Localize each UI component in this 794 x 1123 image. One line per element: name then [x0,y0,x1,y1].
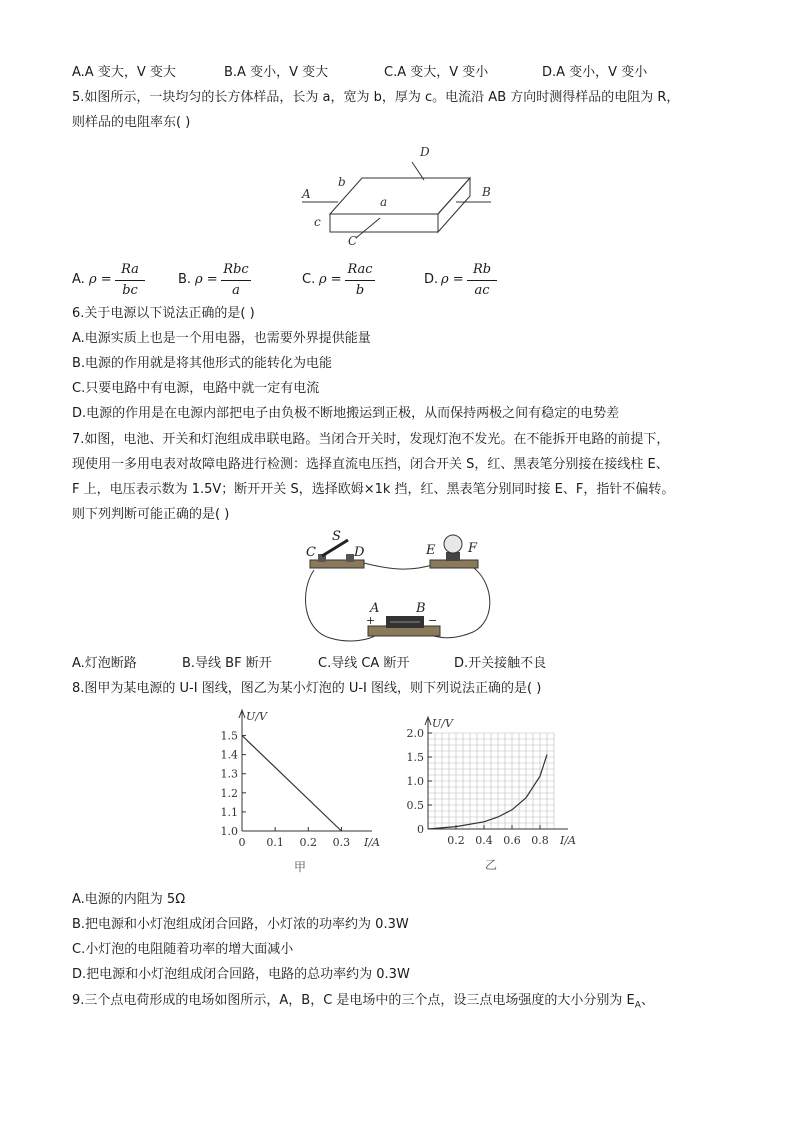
q8-stem: 8.图甲为某电源的 U-I 图线，图乙为某小灯泡的 U-I 图线，则下列说法正确的是( ) [72,681,542,696]
q4-option-a: A.A 变大，V 变大 [72,65,176,80]
x-tick-label: 0.2 [447,834,465,847]
label-C: C [348,234,358,248]
label-C: C [306,545,316,560]
q5-option-a-num: Ra [121,262,139,277]
x-tick-label: 0.6 [503,834,521,847]
cuboid-top-face [330,178,470,214]
q6-stem: 6.关于电源以下说法正确的是( ) [72,306,255,321]
label-B: B [482,185,491,199]
label-A: A [370,601,380,616]
y-axis-label: U/V [246,710,267,723]
q7-circuit-figure [300,530,498,652]
y-tick-label: 1.0 [220,825,238,838]
chart-yi [396,705,576,875]
q5-option-a-den: bc [122,283,138,298]
q7-option-b: B.导线 BF 断开 [182,656,272,671]
label-plus: + [366,614,376,627]
q9-stem-sub: A [634,1000,641,1011]
q5-option-d-label: D. [424,272,439,287]
q5-option-a-bar [115,280,145,281]
y-tick-label: 1.3 [220,767,238,781]
q5-option-b-bar [221,280,251,281]
q8-option-b: B.把电源和小灯泡组成闭合回路，小灯浓的功率约为 0.3W [72,917,409,932]
label-minus: − [428,614,438,627]
x-tick-label: 0.8 [531,834,549,847]
cuboid-side-face [438,178,470,232]
x-axis-label: I/A [560,834,576,847]
y-tick-label: 2.0 [406,727,424,740]
q9-stem [72,993,654,1014]
x-tick-label: 0.3 [332,836,351,849]
q5-option-c-num: Rac [347,262,373,277]
y-axis-label: U/V [432,717,453,730]
q5-option-a-label: A. [72,272,85,287]
q7-stem-line4: 则下列判断可能正确的是( ) [72,507,230,522]
q5-option-b-den: a [232,283,240,298]
q5-option-d [424,262,514,302]
q6-option-c: C.只要电路中有电源，电路中就一定有电流 [72,381,320,396]
y-tick-label: 1.5 [406,751,424,764]
lead-c [356,218,380,238]
q7-stem-line1: 7.如图，电池、开关和灯泡组成串联电路。当闭合开关时，发现灯泡不发光。在不能拆开电路的前提下， [72,432,670,447]
q8-option-d: D.把电源和小灯泡组成闭合回路，电路的总功率约为 0.3W [72,967,410,982]
label-D: D [420,145,430,159]
q5-stem-line2: 则样品的电阻率东( ) [72,115,191,130]
q7-option-a: A.灯泡断路 [72,656,137,671]
chart-jia [212,705,392,875]
q5-option-c-den: b [355,283,365,298]
label-b: b [338,175,346,189]
series-line [428,755,547,829]
wire-d-e [360,562,436,569]
q5-stem-line1: 5.如图所示，一块均匀的长方体样品，长为 a，宽为 b，厚为 c。电流沿 AB 方向时测得样品的电阻为 R， [72,90,680,105]
chart-title: 乙 [484,858,498,872]
x-axis-label: I/A [364,836,380,849]
label-B: B [416,601,426,616]
label-a: a [380,195,388,209]
q4-option-d: D.A 变小，V 变小 [542,65,648,80]
label-A: A [302,187,311,201]
q5-option-b [178,262,268,302]
label-S: S [332,530,341,544]
wire-c-a [306,570,378,641]
q7-option-d: D.开关接触不良 [454,656,547,671]
y-tick-label: 1.1 [220,805,238,819]
q6-option-b: B.电源的作用就是将其他形式的能转化为电能 [72,356,333,371]
q7-option-c: C.导线 CA 断开 [318,656,410,671]
y-tick-label: 0 [417,823,424,836]
q5-option-b-num: Rbc [223,262,249,277]
x-tick-label: 0.1 [266,836,284,849]
q5-option-a-lhs: ρ = [89,272,112,287]
y-tick-label: 1.2 [220,786,238,800]
label-c: c [314,215,321,229]
y-tick-label: 1.0 [406,775,424,788]
q8-option-a: A.电源的内阻为 5Ω [72,892,186,907]
y-tick-label: 1.5 [220,729,238,743]
q4-option-b: B.A 变小，V 变大 [224,65,329,80]
x-tick-label: 0.4 [475,834,493,847]
q5-cuboid-figure [296,142,502,250]
x-tick-label: 0.2 [299,836,318,849]
q6-option-d: D.电源的作用是在电源内部把电子由负极不断地搬运到正极，从而保持两极之间有稳定的电势差 [72,406,620,421]
label-F: F [468,541,478,556]
series-line [242,736,341,832]
q5-option-d-lhs: ρ = [441,272,464,287]
q7-stem-line2: 现使用一多用电表对故障电路进行检测：选择直流电压挡，闭合开关 S，红、黑表笔分别接在接线柱 E、 [72,457,669,472]
q7-stem-line3: F 上，电压表示数为 1.5V；断开开关 S，选择欧姆×1k 挡，红、黑表笔分别同时接 E、F，指针不偏转。 [72,482,675,497]
cuboid-front-face [330,214,438,232]
label-E: E [426,543,436,558]
label-D: D [354,545,365,560]
q5-option-c-lhs: ρ = [319,272,342,287]
q9-stem-tail: 、 [640,993,654,1008]
lead-d [412,162,424,180]
q9-stem-text: 9.三个点电荷形成的电场如图所示，A，B，C 是电场中的三个点，设三点电场强度的大小分别为 E [72,993,635,1008]
q5-option-d-den: ac [474,283,490,298]
q5-option-a [72,262,162,302]
q5-option-b-lhs: ρ = [195,272,218,287]
q5-option-c-bar [345,280,375,281]
chart-title: 甲 [293,860,307,874]
q5-option-d-num: Rb [472,262,492,277]
q4-option-c: C.A 变大，V 变小 [384,65,489,80]
q5-option-c-label: C. [302,272,316,287]
x-tick-label: 0 [238,836,246,849]
y-tick-label: 0.5 [406,799,424,812]
q5-option-d-bar [467,280,497,281]
bulb-glass [444,535,462,553]
q6-option-a: A.电源实质上也是一个用电器，也需要外界提供能量 [72,331,371,346]
q5-option-c [302,262,392,302]
q8-option-c: C.小灯泡的电阻随着功率的增大面减小 [72,942,294,957]
q5-option-b-label: B. [178,272,192,287]
y-tick-label: 1.4 [220,748,238,762]
